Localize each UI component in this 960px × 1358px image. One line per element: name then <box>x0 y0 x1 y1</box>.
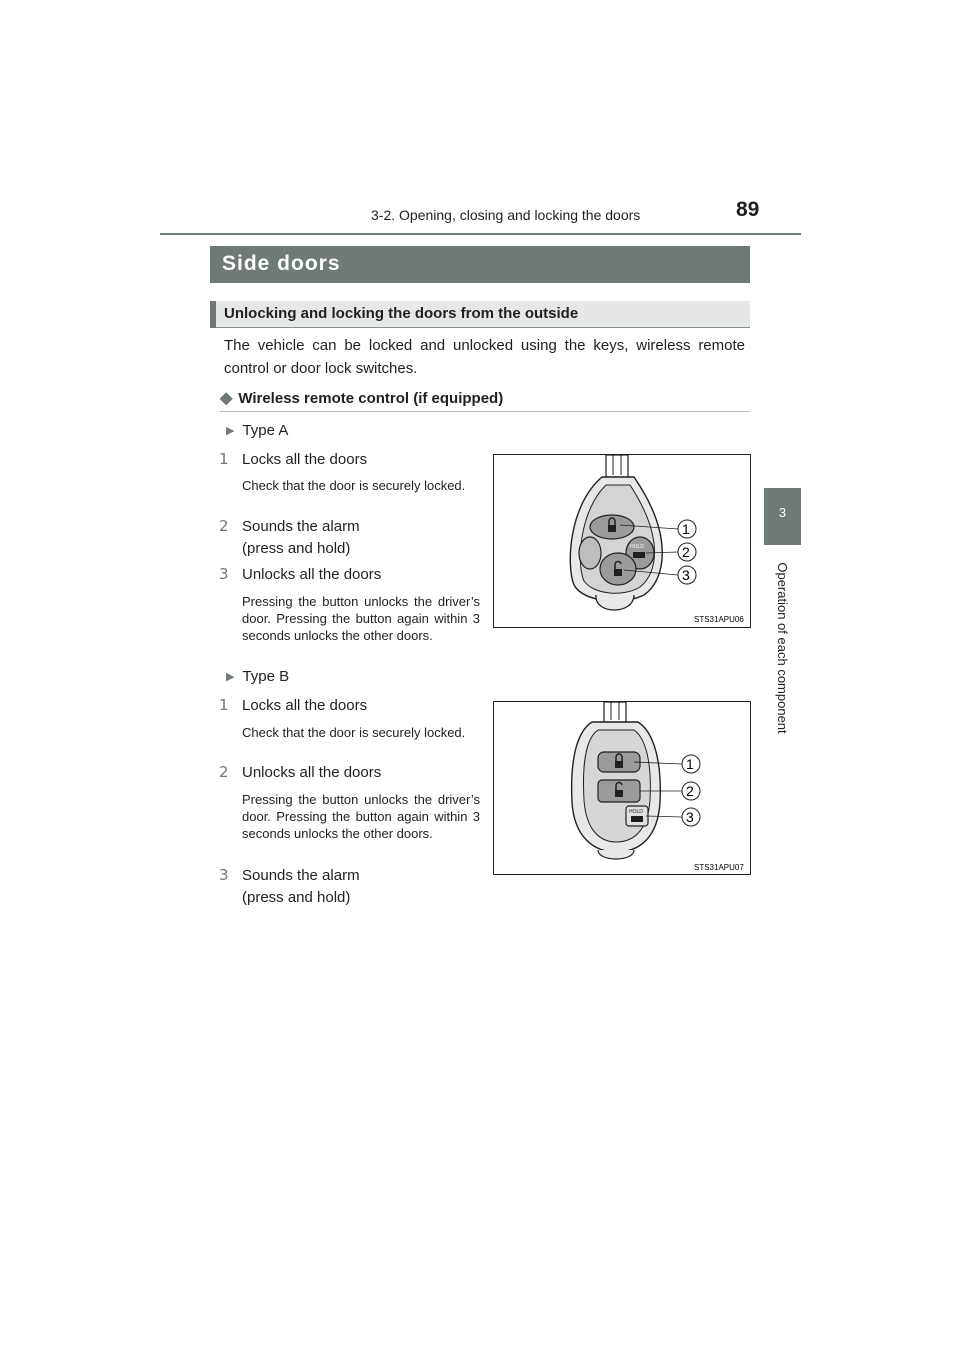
type-b-item-1-note: Check that the door is securely locked. <box>242 725 466 740</box>
intro-paragraph: The vehicle can be locked and unlocked using the keys, wireless remote control or door lock switches. <box>224 337 745 377</box>
heading-rule <box>220 411 750 412</box>
key-fob-type-b-illustration <box>494 702 750 874</box>
page-number: 89 <box>736 198 760 221</box>
type-a-item-2-title-line2: (press and hold) <box>242 540 351 557</box>
figure-code: STS31APU06 <box>694 615 744 624</box>
remote-heading-text: Wireless remote control (if equipped) <box>238 390 504 407</box>
triangle-bullet-icon: ▶ <box>226 425 235 437</box>
subsection-title: Unlocking and locking the doors from the outside <box>224 305 579 322</box>
type-b-item-2-title: Unlocks all the doors <box>242 764 382 781</box>
type-a-item-2-title-line1: Sounds the alarm <box>242 518 360 535</box>
figure-code: STS31APU07 <box>694 863 744 872</box>
section-title: Side doors <box>222 252 341 275</box>
type-a-item-2-title <box>242 516 360 560</box>
type-b-label-text: Type B <box>242 668 290 685</box>
type-a-label-text: Type A <box>242 422 289 439</box>
callout-3: 3 <box>686 809 694 825</box>
type-b-item-3-title-line1: Sounds the alarm <box>242 867 360 884</box>
type-a-label <box>226 422 288 439</box>
type-a-item-3-title: Unlocks all the doors <box>242 566 382 583</box>
type-b-item-1-title: Locks all the doors <box>242 697 368 714</box>
hold-label: HOLD <box>630 544 644 550</box>
figure-type-a <box>493 454 751 628</box>
callout-2: 2 <box>682 544 690 560</box>
callout-1: 1 <box>686 756 694 772</box>
item-number-icon: 1 <box>219 450 229 468</box>
item-number-icon: 3 <box>219 565 229 583</box>
type-a-item-1-note: Check that the door is securely locked. <box>242 478 466 493</box>
item-number-icon: 2 <box>219 517 229 535</box>
remote-heading <box>220 388 503 408</box>
type-a-item-1-title: Locks all the doors <box>242 451 368 468</box>
callout-2: 2 <box>686 783 694 799</box>
item-number-icon: 3 <box>219 866 229 884</box>
chapter-number: 3 <box>778 505 787 520</box>
type-a-item-3-note: Pressing the button unlocks the driver’s door. Pressing the button again within 3 seconds unlocks the other doors. <box>242 594 480 643</box>
running-head: 3-2. Opening, closing and locking the doors <box>371 207 641 223</box>
type-b-item-3-title <box>242 865 360 909</box>
key-fob-type-a-illustration <box>494 455 750 627</box>
chapter-title: Operation of each component <box>775 562 790 734</box>
subsection-accent <box>210 301 216 328</box>
type-b-item-3-title-line2: (press and hold) <box>242 889 351 906</box>
type-b-item-2-note: Pressing the button unlocks the driver’s door. Pressing the button again within 3 seconds unlocks the other doors. <box>242 792 480 841</box>
header-rule <box>160 233 801 235</box>
item-number-icon: 2 <box>219 763 229 781</box>
diamond-icon: ◆ <box>220 390 233 407</box>
figure-type-b <box>493 701 751 875</box>
callout-3: 3 <box>682 567 690 583</box>
item-number-icon: 1 <box>219 696 229 714</box>
type-b-label <box>226 668 289 685</box>
triangle-bullet-icon: ▶ <box>226 671 235 683</box>
hold-label: HOLD <box>629 809 643 815</box>
callout-1: 1 <box>682 521 690 537</box>
